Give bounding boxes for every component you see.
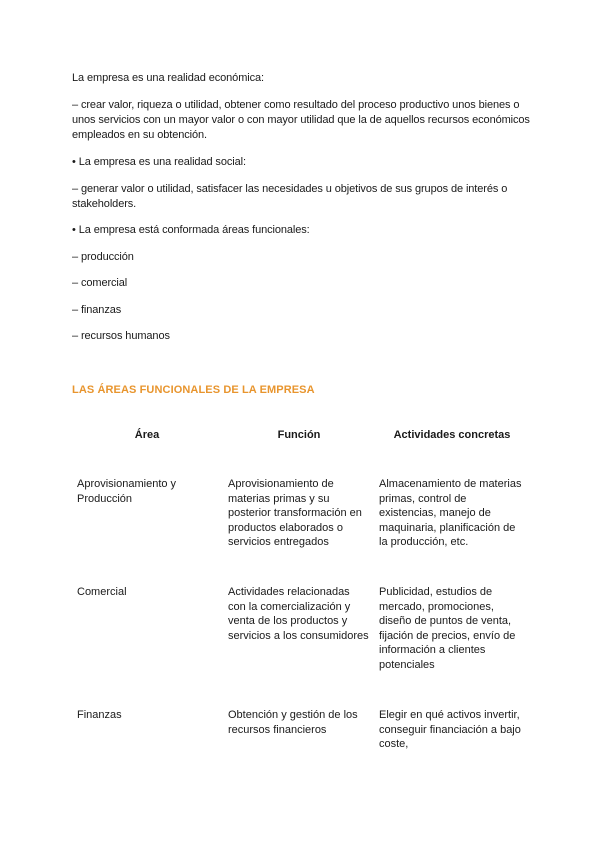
paragraph-social-reality: • La empresa es una realidad social: [72,156,246,168]
list-item-finance: – finanzas [72,304,122,316]
table-header-area: Área [134,429,160,441]
paragraph-functional-areas: • La empresa está conformada áreas funcionales: [72,224,310,236]
table-cell-activities: Publicidad, estudios de mercado, promociones, diseño de puntos de venta, fijación de precios, envío de información a clientes potenciales [379,586,516,671]
table-cell-area: Comercial [77,586,127,598]
table-cell-function: Aprovisionamiento de materias primas y su posterior transformación en productos elaborados o servicios entregados [228,478,362,549]
section-heading: LAS ÁREAS FUNCIONALES DE LA EMPRESA [72,384,315,396]
table-cell-function: Actividades relacionadas con la comercialización y venta de los productos y servicios a los consumidores [228,586,369,642]
table-cell-function: Obtención y gestión de los recursos financieros [228,709,358,736]
table-cell-area: Aprovisionamiento y Producción [77,478,177,505]
list-item-human-resources: – recursos humanos [72,330,170,342]
functional-areas-table [72,420,532,820]
paragraph-create-value: – crear valor, riqueza o utilidad, obtener como resultado del proceso productivo unos bienes o unos servicios con un mayor valor o con mayor utilidad que la de aquellos recursos económicos empleados en su obtención. [72,99,530,141]
table-cell-area: Finanzas [77,709,122,721]
list-item-production: – producción [72,251,134,263]
table-cell-activities: Almacenamiento de materias primas, control de existencias, manejo de maquinaria, planificación de la producción, etc. [379,478,522,549]
table-header-activities: Actividades concretas [393,429,511,441]
paragraph-generate-value: – generar valor o utilidad, satisfacer las necesidades u objetivos de sus grupos de interés o stakeholders. [72,183,508,210]
table-header-function: Función [277,429,321,441]
list-item-commercial: – comercial [72,277,128,289]
paragraph-economic-reality: La empresa es una realidad económica: [72,72,264,84]
table-cell-activities: Elegir en qué activos invertir, conseguir financiación a bajo coste, [379,709,521,751]
